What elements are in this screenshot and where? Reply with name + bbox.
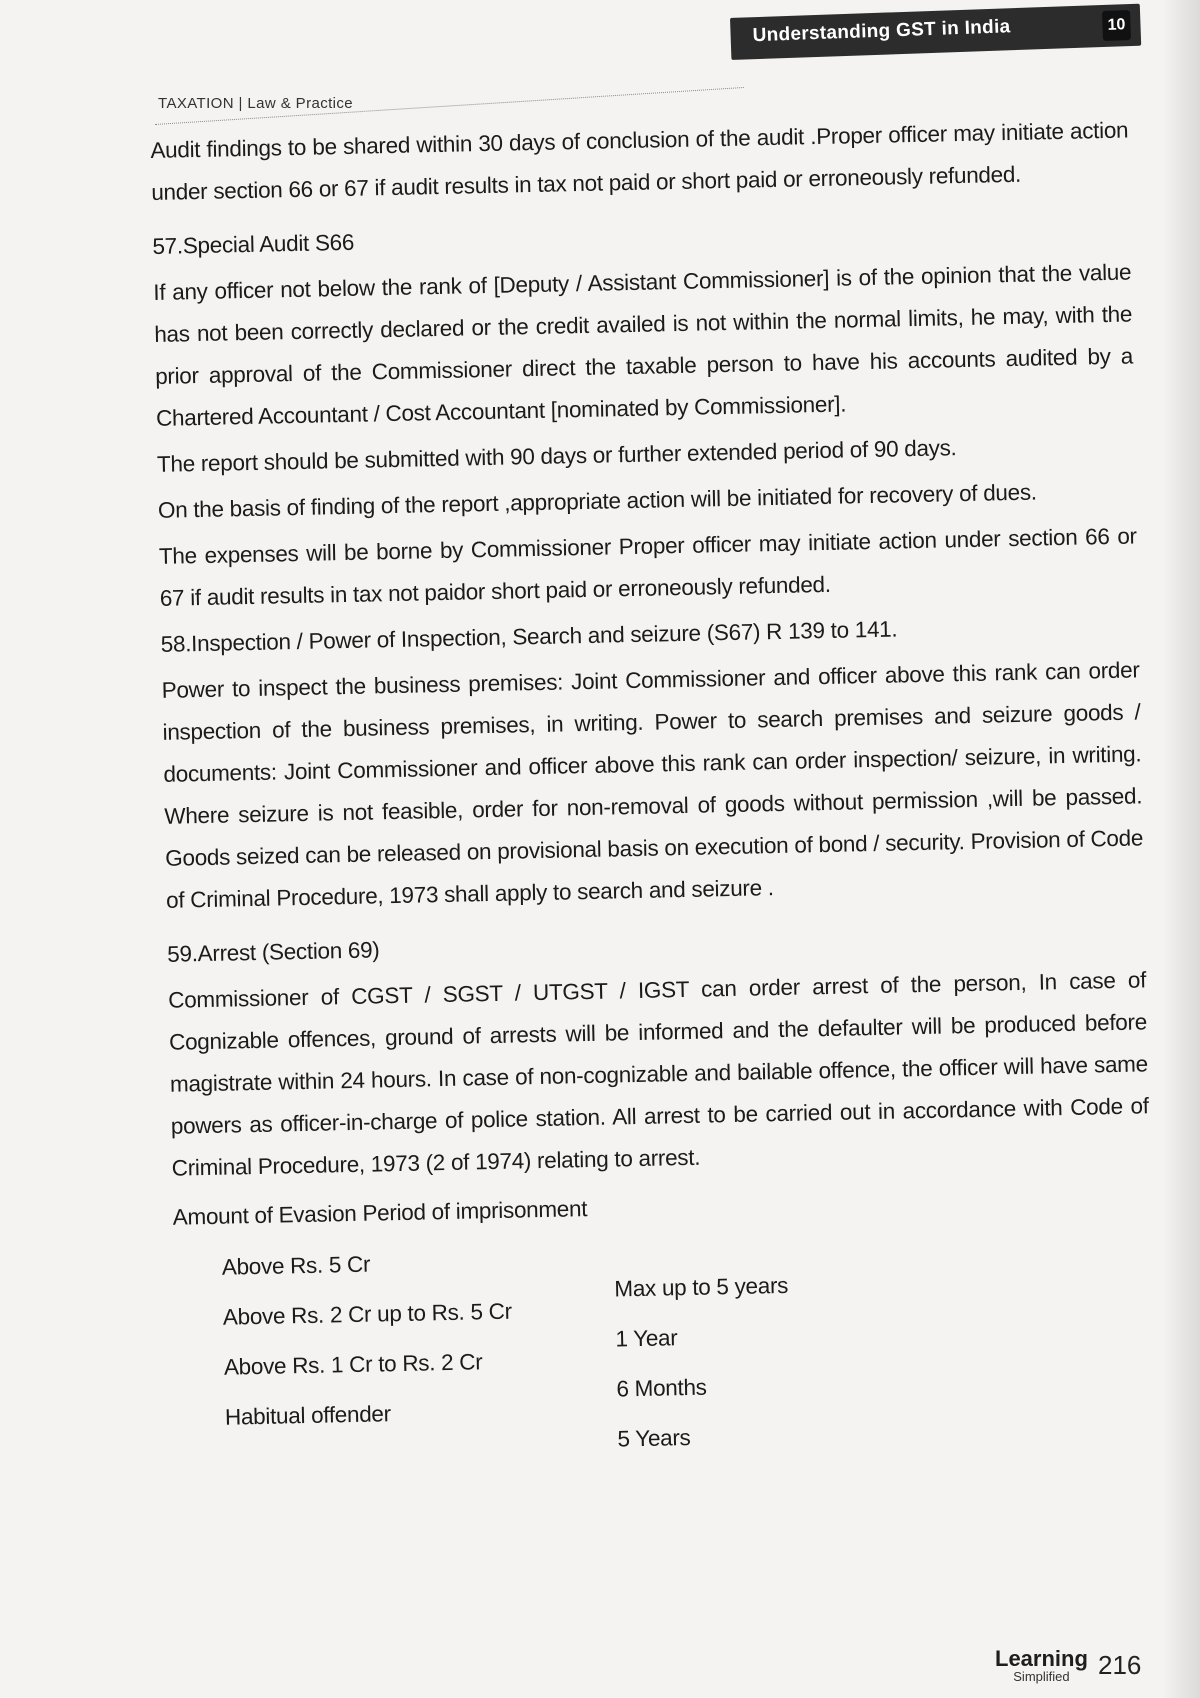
section-58-heading: 58.Inspection / Power of Inspection, Search and seizure (S67) R 139 to 141. — [160, 616, 898, 657]
imprisonment-period-cell: 5 Years — [617, 1424, 691, 1452]
section-57-heading: 57.Special Audit S66 — [152, 229, 355, 259]
book-title: TAXATION | Law & Practice — [158, 95, 354, 112]
logo-tagline: Simplified — [1013, 1669, 1070, 1684]
section-57-paragraph-1: If any officer not below the rank of [Deputy / Assistant Commissioner] is of the opinion that the value has not been correctly declared or the credit availed is not within the normal limits, he may, with the prior approval of the Commissioner direct the taxable person to have his accounts audited by a Chartered Accountant / Cost Accountant [nominated by Commissioner]. — [153, 259, 1134, 431]
chapter-number: 10 — [1102, 10, 1131, 41]
section-58-paragraph: Power to inspect the business premises: Joint Commissioner and officer above this rank can order inspection of the business premises, in writing. Power to search premises and seizure goods / documents: Joint Commissioner and officer above this rank can order inspection/ seizure, in writing. Where seizure is not feasible, order for non-removal of goods without permission ,will be passed. Goods seized can be released on provisional basis on execution of bond / security. Provision of Code of Criminal Procedure, 1973 shall apply to search and seizure . — [161, 657, 1144, 913]
page-content — [150, 110, 1156, 1458]
evasion-amount-cell: Above Rs. 5 Cr — [221, 1251, 371, 1280]
publisher-logo — [995, 1648, 1088, 1684]
imprisonment-period-cell: 6 Months — [616, 1374, 707, 1402]
chapter-header-tab — [730, 4, 1141, 60]
evasion-amount-cell: Habitual offender — [224, 1401, 392, 1430]
section-59-heading: 59.Arrest (Section 69) — [167, 937, 380, 967]
imprisonment-period-cell: Max up to 5 years — [614, 1272, 789, 1302]
evasion-amount-cell: Above Rs. 1 Cr to Rs. 2 Cr — [223, 1349, 483, 1380]
logo-wordmark: Learning — [995, 1646, 1088, 1671]
chapter-title: Understanding GST in India — [752, 16, 1011, 47]
intro-paragraph: Audit findings to be shared within 30 days of conclusion of the audit .Proper officer may initiate action under section 66 or 67 if audit results in tax not paid or short paid or erroneously refunded. — [150, 117, 1129, 205]
section-59-paragraph: Commissioner of CGST / SGST / UTGST / IGST can order arrest of the person, In case of Cognizable offences, ground of arrests will be informed and the defaulter will be produced before magistrate within 24 hours. In case of non-cognizable and bailable offence, the officer will have same powers as officer-in-charge of police station. All arrest to be carried out in accordance with Code of Criminal Procedure, 1973 (2 of 1974) relating to arrest. — [167, 967, 1149, 1181]
page-edge-shadow — [1162, 0, 1200, 1698]
imprisonment-period-cell: 1 Year — [615, 1325, 678, 1352]
page-number: 216 — [1098, 1650, 1142, 1680]
penalty-table-header: Amount of Evasion Period of imprisonment — [172, 1196, 588, 1230]
evasion-amount-column — [221, 1237, 514, 1443]
imprisonment-period-column — [614, 1261, 792, 1465]
section-57-paragraph-2: The report should be submitted with 90 days or further extended period of 90 days. — [156, 435, 957, 477]
section-57-paragraph-4: The expenses will be borne by Commissioner Proper officer may initiate action under section 66 or 67 if audit results in tax not paidor short paid or erroneously refunded. — [158, 523, 1137, 611]
penalty-table — [172, 1179, 1077, 1458]
evasion-amount-cell: Above Rs. 2 Cr up to Rs. 5 Cr — [222, 1298, 512, 1330]
section-57-paragraph-3: On the basis of finding of the report ,appropriate action will be initiated for recovery of dues. — [157, 479, 1037, 523]
